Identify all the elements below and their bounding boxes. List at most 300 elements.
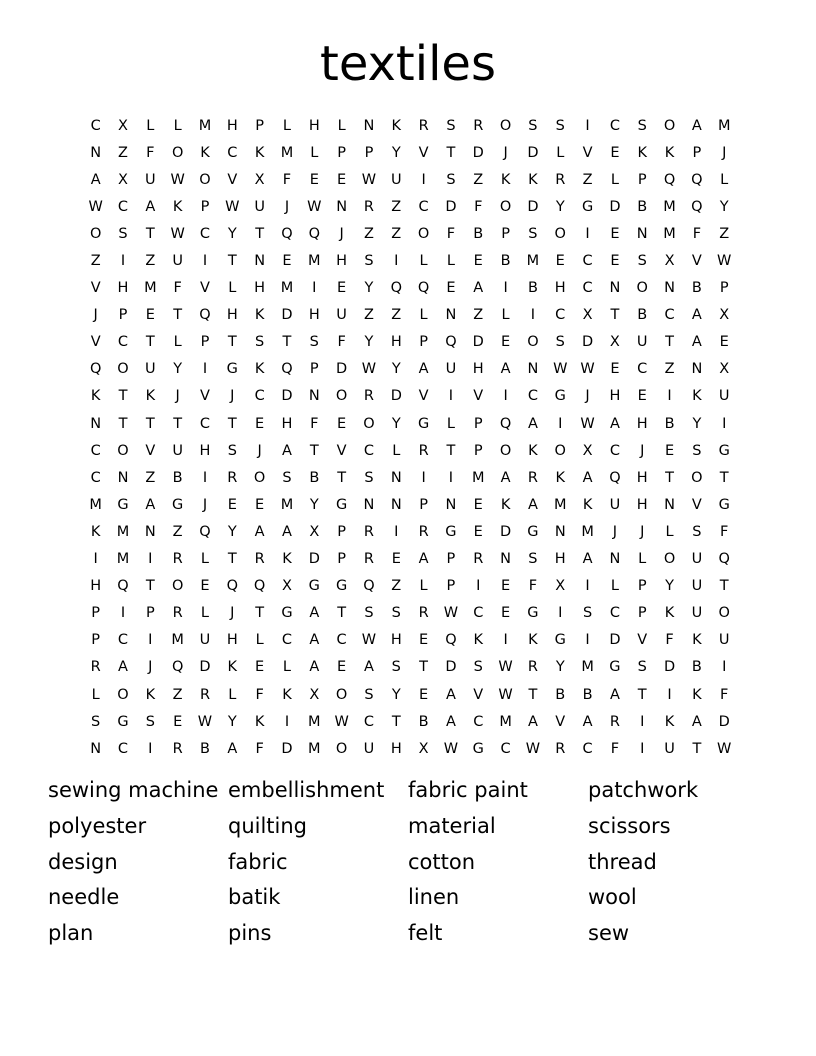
grid-letter[interactable]: P (309, 361, 319, 378)
grid-letter[interactable]: A (445, 686, 456, 703)
grid-letter[interactable]: R (172, 605, 183, 622)
grid-letter[interactable]: T (173, 307, 183, 324)
grid-letter[interactable]: J (257, 442, 262, 459)
grid-letter[interactable]: D (527, 144, 539, 161)
grid-letter[interactable]: S (528, 117, 538, 134)
grid-letter[interactable]: O (663, 551, 676, 568)
grid-letter[interactable]: X (254, 171, 265, 188)
grid-letter[interactable]: C (281, 632, 293, 649)
grid-letter[interactable]: K (528, 442, 538, 459)
grid-letter[interactable]: O (117, 442, 129, 459)
grid-letter[interactable]: I (667, 388, 672, 405)
grid-letter[interactable]: K (692, 632, 702, 649)
grid-letter[interactable]: I (394, 523, 399, 540)
grid-letter[interactable]: B (637, 198, 648, 215)
grid-letter[interactable]: U (691, 605, 703, 622)
grid-letter[interactable]: K (90, 388, 101, 405)
grid-letter[interactable]: B (664, 415, 675, 432)
grid-letter[interactable]: F (446, 225, 456, 242)
grid-letter[interactable]: H (390, 632, 402, 649)
grid-letter[interactable]: B (172, 469, 183, 486)
grid-letter[interactable]: R (363, 198, 374, 215)
grid-letter[interactable]: S (692, 523, 702, 540)
grid-letter[interactable]: Z (582, 171, 593, 188)
grid-letter[interactable]: L (556, 144, 565, 161)
grid-letter[interactable]: S (637, 659, 647, 676)
grid-letter[interactable]: G (472, 740, 484, 757)
grid-letter[interactable]: E (501, 578, 511, 595)
grid-letter[interactable]: I (558, 415, 563, 432)
grid-letter[interactable]: I (503, 388, 508, 405)
grid-letter[interactable]: Q (691, 171, 703, 188)
grid-letter[interactable]: M (116, 523, 130, 540)
grid-letter[interactable]: E (637, 388, 647, 405)
grid-letter[interactable]: K (145, 388, 156, 405)
grid-letter[interactable]: C (609, 605, 620, 622)
grid-letter[interactable]: Y (227, 523, 237, 540)
grid-letter[interactable]: E (391, 551, 401, 568)
grid-letter[interactable]: E (255, 496, 265, 513)
grid-letter[interactable]: C (363, 713, 374, 730)
grid-letter[interactable]: V (227, 171, 238, 188)
grid-letter[interactable]: E (337, 659, 347, 676)
grid-letter[interactable]: R (609, 713, 620, 730)
grid-letter[interactable]: C (582, 280, 593, 297)
grid-letter[interactable]: H (254, 280, 266, 297)
grid-letter[interactable]: A (309, 605, 320, 622)
grid-letter[interactable]: V (200, 388, 210, 405)
grid-letter[interactable]: A (500, 361, 511, 378)
grid-letter[interactable]: L (610, 171, 619, 188)
grid-letter[interactable]: C (555, 307, 566, 324)
grid-letter[interactable]: T (391, 713, 401, 730)
grid-letter[interactable]: X (582, 307, 593, 324)
grid-letter[interactable]: N (144, 523, 156, 540)
grid-letter[interactable]: S (446, 117, 456, 134)
grid-letter[interactable]: M (499, 713, 512, 730)
grid-letter[interactable]: I (202, 469, 208, 486)
grid-letter[interactable]: H (199, 442, 211, 459)
grid-letter[interactable]: A (609, 415, 620, 432)
grid-letter[interactable]: N (500, 551, 512, 568)
grid-letter[interactable]: T (528, 686, 538, 703)
grid-letter[interactable]: I (585, 578, 590, 595)
grid-letter[interactable]: D (445, 659, 457, 676)
grid-letter[interactable]: C (90, 117, 101, 134)
grid-letter[interactable]: P (145, 605, 155, 622)
grid-letter[interactable]: O (499, 442, 512, 459)
grid-letter[interactable]: G (445, 523, 457, 540)
grid-letter[interactable]: T (692, 740, 702, 757)
grid-letter[interactable]: I (585, 632, 590, 649)
grid-letter[interactable]: W (443, 740, 459, 757)
grid-letter[interactable]: J (722, 144, 727, 161)
grid-letter[interactable]: H (636, 496, 648, 513)
grid-letter[interactable]: Y (391, 415, 401, 432)
grid-letter[interactable]: K (254, 307, 265, 324)
grid-letter[interactable]: O (554, 225, 566, 242)
grid-letter[interactable]: B (500, 253, 511, 270)
grid-letter[interactable]: K (664, 713, 675, 730)
grid-letter[interactable]: C (582, 740, 593, 757)
grid-letter[interactable]: E (227, 496, 237, 513)
grid-letter[interactable]: A (418, 361, 429, 378)
grid-letter[interactable]: C (500, 740, 511, 757)
grid-letter[interactable]: L (638, 551, 647, 568)
grid-letter[interactable]: W (717, 253, 732, 270)
grid-letter[interactable]: T (419, 659, 429, 676)
grid-letter[interactable]: E (610, 253, 620, 270)
grid-letter[interactable]: T (227, 551, 237, 568)
grid-letter[interactable]: I (722, 659, 727, 676)
grid-letter[interactable]: S (91, 713, 101, 730)
grid-letter[interactable]: L (419, 253, 428, 270)
grid-letter[interactable]: K (528, 171, 538, 188)
grid-letter[interactable]: C (117, 740, 129, 757)
grid-letter[interactable]: A (582, 713, 593, 730)
grid-letter[interactable]: P (200, 334, 210, 351)
grid-letter[interactable]: R (363, 523, 374, 540)
grid-letter[interactable]: R (555, 740, 566, 757)
grid-letter[interactable]: M (89, 496, 102, 513)
grid-letter[interactable]: H (308, 117, 320, 134)
grid-letter[interactable]: B (637, 307, 648, 324)
grid-letter[interactable]: A (90, 171, 101, 188)
grid-letter[interactable]: R (363, 388, 374, 405)
grid-letter[interactable]: M (526, 253, 540, 270)
grid-letter[interactable]: J (640, 442, 645, 459)
grid-letter[interactable]: A (527, 713, 538, 730)
grid-letter[interactable]: L (228, 686, 237, 703)
grid-letter[interactable]: J (585, 388, 590, 405)
grid-letter[interactable]: Q (718, 551, 730, 568)
grid-letter[interactable]: T (255, 225, 265, 242)
grid-letter[interactable]: D (336, 361, 348, 378)
grid-letter[interactable]: B (691, 280, 702, 297)
grid-letter[interactable]: I (448, 388, 454, 405)
grid-letter[interactable]: H (281, 415, 293, 432)
grid-letter[interactable]: O (417, 225, 430, 242)
grid-letter[interactable]: Z (473, 307, 484, 324)
grid-letter[interactable]: E (145, 307, 155, 324)
grid-letter[interactable]: I (476, 578, 481, 595)
grid-letter[interactable]: K (473, 632, 484, 649)
grid-letter[interactable]: I (722, 415, 727, 432)
grid-letter[interactable]: H (390, 334, 402, 351)
grid-letter[interactable]: K (391, 117, 402, 134)
grid-letter[interactable]: N (308, 388, 320, 405)
grid-letter[interactable]: K (692, 686, 702, 703)
grid-letter[interactable]: U (445, 361, 457, 378)
grid-letter[interactable]: D (663, 659, 676, 676)
grid-letter[interactable]: K (90, 523, 101, 540)
grid-letter[interactable]: P (337, 551, 346, 568)
grid-letter[interactable]: R (254, 551, 265, 568)
grid-letter[interactable]: D (281, 388, 293, 405)
grid-letter[interactable]: L (665, 523, 674, 540)
grid-letter[interactable]: I (667, 686, 672, 703)
grid-letter[interactable]: S (555, 117, 565, 134)
grid-letter[interactable]: E (610, 225, 620, 242)
grid-letter[interactable]: P (91, 632, 101, 649)
grid-letter[interactable]: F (255, 686, 264, 703)
grid-letter[interactable]: A (691, 334, 702, 351)
grid-letter[interactable]: Y (364, 280, 374, 297)
grid-letter[interactable]: L (173, 117, 182, 134)
grid-letter[interactable]: A (145, 198, 156, 215)
grid-letter[interactable]: S (309, 334, 319, 351)
grid-letter[interactable]: P (637, 578, 647, 595)
grid-letter[interactable]: W (361, 361, 377, 378)
grid-letter[interactable]: G (308, 578, 320, 595)
grid-letter[interactable]: M (553, 496, 567, 513)
grid-letter[interactable]: Y (391, 686, 401, 703)
grid-letter[interactable]: R (555, 171, 566, 188)
grid-letter[interactable]: E (664, 442, 675, 459)
grid-letter[interactable]: O (89, 225, 102, 242)
grid-letter[interactable]: F (146, 144, 155, 161)
grid-letter[interactable]: L (392, 442, 401, 459)
grid-letter[interactable]: S (364, 605, 374, 622)
grid-letter[interactable]: A (282, 523, 292, 540)
grid-letter[interactable]: C (117, 198, 129, 215)
grid-letter[interactable]: L (282, 117, 291, 134)
grid-letter[interactable]: P (501, 225, 510, 242)
grid-letter[interactable]: Q (89, 361, 102, 378)
grid-letter[interactable]: G (117, 713, 129, 730)
grid-letter[interactable]: I (394, 253, 399, 270)
grid-letter[interactable]: C (473, 605, 484, 622)
grid-letter[interactable]: Q (199, 523, 211, 540)
grid-letter[interactable]: C (254, 388, 265, 405)
grid-letter[interactable]: Y (555, 659, 565, 676)
grid-letter[interactable]: F (720, 523, 729, 540)
grid-letter[interactable]: T (145, 225, 155, 242)
grid-letter[interactable]: D (718, 713, 730, 730)
grid-letter[interactable]: C (117, 632, 129, 649)
grid-letter[interactable]: B (555, 686, 566, 703)
grid-letter[interactable]: O (117, 361, 129, 378)
grid-letter[interactable]: Q (281, 225, 293, 242)
grid-letter[interactable]: T (446, 144, 456, 161)
grid-letter[interactable]: K (692, 388, 702, 405)
grid-letter[interactable]: Z (118, 144, 128, 161)
grid-letter[interactable]: P (200, 198, 210, 215)
grid-letter[interactable]: P (255, 117, 264, 134)
grid-letter[interactable]: R (418, 442, 429, 459)
grid-letter[interactable]: A (473, 280, 484, 297)
grid-letter[interactable]: E (473, 253, 483, 270)
grid-letter[interactable]: Q (663, 171, 676, 188)
grid-letter[interactable]: R (473, 551, 484, 568)
grid-letter[interactable]: R (172, 551, 183, 568)
grid-letter[interactable]: N (336, 198, 348, 215)
grid-letter[interactable]: T (145, 415, 155, 432)
grid-letter[interactable]: Q (226, 578, 239, 595)
grid-letter[interactable]: G (527, 605, 539, 622)
grid-letter[interactable]: P (637, 605, 647, 622)
grid-letter[interactable]: Y (692, 415, 702, 432)
grid-letter[interactable]: R (199, 686, 211, 703)
grid-letter[interactable]: E (719, 334, 729, 351)
grid-letter[interactable]: B (527, 280, 538, 297)
grid-letter[interactable]: P (637, 171, 647, 188)
grid-letter[interactable]: K (637, 144, 647, 161)
grid-letter[interactable]: T (145, 334, 155, 351)
grid-letter[interactable]: T (337, 469, 347, 486)
grid-letter[interactable]: B (200, 740, 210, 757)
grid-letter[interactable]: Q (253, 578, 266, 595)
grid-letter[interactable]: E (309, 171, 319, 188)
grid-letter[interactable]: O (199, 171, 211, 188)
grid-letter[interactable]: I (585, 117, 590, 134)
grid-letter[interactable]: M (308, 253, 321, 270)
grid-letter[interactable]: P (91, 605, 101, 622)
grid-letter[interactable]: D (445, 198, 457, 215)
grid-letter[interactable]: Y (391, 144, 401, 161)
grid-letter[interactable]: U (363, 740, 375, 757)
grid-letter[interactable]: S (145, 713, 155, 730)
grid-letter[interactable]: H (554, 551, 566, 568)
grid-letter[interactable]: X (309, 686, 320, 703)
grid-letter[interactable]: V (555, 713, 566, 730)
grid-letter[interactable]: P (473, 415, 483, 432)
grid-letter[interactable]: U (199, 632, 211, 649)
grid-letter[interactable]: W (498, 686, 513, 703)
grid-letter[interactable]: U (609, 496, 621, 513)
grid-letter[interactable]: C (637, 361, 648, 378)
grid-letter[interactable]: N (90, 415, 102, 432)
grid-letter[interactable]: C (363, 442, 374, 459)
grid-letter[interactable]: N (117, 469, 129, 486)
grid-letter[interactable]: Z (719, 225, 730, 242)
grid-letter[interactable]: T (309, 442, 319, 459)
grid-letter[interactable]: L (720, 171, 729, 188)
grid-letter[interactable]: E (473, 523, 483, 540)
grid-letter[interactable]: P (692, 144, 702, 161)
grid-letter[interactable]: A (691, 117, 702, 134)
grid-letter[interactable]: U (336, 307, 347, 324)
grid-letter[interactable]: V (473, 388, 484, 405)
grid-letter[interactable]: W (334, 713, 349, 730)
grid-letter[interactable]: W (361, 632, 377, 649)
grid-letter[interactable]: U (718, 388, 730, 405)
grid-letter[interactable]: I (421, 171, 426, 188)
grid-letter[interactable]: A (582, 469, 593, 486)
grid-letter[interactable]: E (419, 686, 429, 703)
grid-letter[interactable]: Q (117, 578, 129, 595)
grid-letter[interactable]: A (145, 496, 156, 513)
grid-letter[interactable]: P (337, 144, 346, 161)
grid-letter[interactable]: L (419, 307, 428, 324)
grid-letter[interactable]: R (418, 117, 429, 134)
grid-letter[interactable]: W (361, 171, 377, 188)
grid-letter[interactable]: X (118, 171, 128, 188)
grid-letter[interactable]: H (336, 253, 348, 270)
grid-letter[interactable]: S (555, 334, 565, 351)
grid-letter[interactable]: S (391, 659, 401, 676)
grid-letter[interactable]: C (90, 442, 101, 459)
grid-letter[interactable]: S (528, 551, 538, 568)
grid-letter[interactable]: I (284, 713, 290, 730)
grid-letter[interactable]: U (664, 740, 675, 757)
grid-letter[interactable]: O (253, 469, 266, 486)
grid-letter[interactable]: T (227, 334, 237, 351)
grid-letter[interactable]: M (280, 144, 294, 161)
grid-letter[interactable]: U (172, 253, 183, 270)
grid-letter[interactable]: X (582, 442, 593, 459)
grid-letter[interactable]: L (228, 280, 237, 297)
grid-letter[interactable]: T (665, 334, 674, 351)
grid-letter[interactable]: C (418, 198, 429, 215)
grid-letter[interactable]: E (282, 253, 292, 270)
grid-letter[interactable]: Y (555, 198, 565, 215)
grid-letter[interactable]: B (691, 659, 702, 676)
grid-letter[interactable]: S (446, 171, 456, 188)
grid-letter[interactable]: I (585, 225, 590, 242)
grid-letter[interactable]: R (473, 117, 484, 134)
grid-letter[interactable]: H (554, 280, 566, 297)
grid-letter[interactable]: T (118, 415, 128, 432)
grid-letter[interactable]: A (582, 551, 593, 568)
grid-letter[interactable]: H (636, 469, 648, 486)
grid-letter[interactable]: P (337, 523, 346, 540)
grid-letter[interactable]: N (363, 496, 375, 513)
grid-letter[interactable]: K (555, 469, 565, 486)
grid-letter[interactable]: Y (719, 198, 729, 215)
grid-letter[interactable]: G (718, 442, 730, 459)
grid-letter[interactable]: T (337, 605, 347, 622)
grid-letter[interactable]: L (173, 334, 182, 351)
grid-letter[interactable]: I (503, 632, 508, 649)
grid-letter[interactable]: V (582, 144, 593, 161)
grid-letter[interactable]: J (503, 144, 508, 161)
grid-letter[interactable]: L (282, 659, 291, 676)
grid-letter[interactable]: C (199, 225, 211, 242)
grid-letter[interactable]: N (691, 361, 703, 378)
grid-letter[interactable]: U (691, 578, 703, 595)
grid-letter[interactable]: M (472, 469, 485, 486)
grid-letter[interactable]: B (582, 686, 593, 703)
grid-letter[interactable]: D (500, 523, 512, 540)
grid-letter[interactable]: Q (199, 307, 211, 324)
grid-letter[interactable]: R (527, 659, 538, 676)
grid-letter[interactable]: W (88, 198, 103, 215)
grid-letter[interactable]: K (664, 144, 675, 161)
grid-letter[interactable]: A (418, 551, 429, 568)
grid-letter[interactable]: K (172, 198, 183, 215)
grid-letter[interactable]: T (255, 605, 265, 622)
grid-letter[interactable]: S (528, 225, 538, 242)
grid-letter[interactable]: C (527, 388, 538, 405)
grid-letter[interactable]: D (308, 551, 320, 568)
grid-letter[interactable]: O (636, 280, 648, 297)
grid-letter[interactable]: J (230, 388, 235, 405)
grid-letter[interactable]: D (281, 740, 293, 757)
grid-letter[interactable]: D (609, 198, 621, 215)
grid-letter[interactable]: G (609, 659, 621, 676)
grid-letter[interactable]: A (309, 659, 320, 676)
grid-letter[interactable]: G (335, 578, 348, 595)
grid-letter[interactable]: S (364, 686, 374, 703)
grid-letter[interactable]: U (691, 551, 703, 568)
grid-letter[interactable]: P (419, 496, 428, 513)
grid-letter[interactable]: F (692, 225, 702, 242)
grid-letter[interactable]: Y (364, 334, 374, 351)
grid-letter[interactable]: K (254, 361, 265, 378)
grid-letter[interactable]: M (581, 659, 594, 676)
grid-letter[interactable]: C (473, 713, 484, 730)
